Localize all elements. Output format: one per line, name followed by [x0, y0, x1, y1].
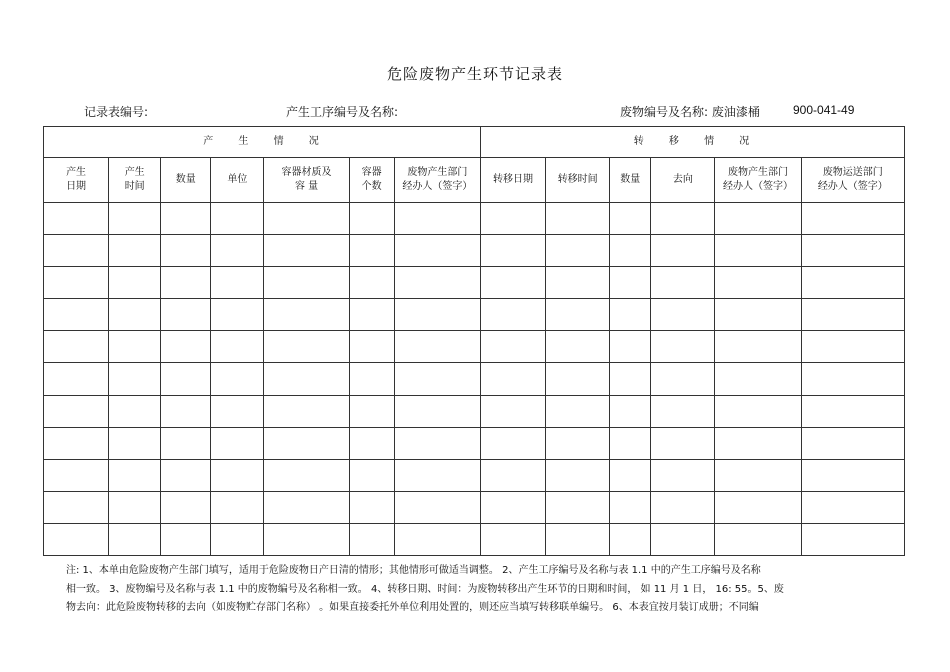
- entry-cell[interactable]: [546, 235, 610, 267]
- entry-cell[interactable]: [349, 363, 394, 395]
- table-row: [44, 523, 905, 555]
- entry-cell[interactable]: [109, 331, 161, 363]
- note-line-2: 相一致。 3、废物编号及名称与表 1.1 中的废物编号及名称相一致。 4、转移日期、时间：为废物转移出产生环节的日期和时间， 如 11 月 1 日， 16: 55。5、废: [66, 584, 784, 595]
- column-header: 转移时间: [546, 158, 610, 203]
- entry-cell[interactable]: [394, 491, 480, 523]
- entry-cell[interactable]: [715, 523, 801, 555]
- entry-cell[interactable]: [161, 363, 211, 395]
- column-header: 去向: [651, 158, 715, 203]
- entry-cell[interactable]: [394, 299, 480, 331]
- entry-cell[interactable]: [801, 331, 904, 363]
- entry-cell[interactable]: [161, 267, 211, 299]
- entry-cell[interactable]: [610, 267, 651, 299]
- entry-cell[interactable]: [546, 395, 610, 427]
- entry-cell[interactable]: [610, 299, 651, 331]
- entry-cell[interactable]: [480, 331, 545, 363]
- entry-cell[interactable]: [801, 459, 904, 491]
- entry-cell[interactable]: [651, 299, 715, 331]
- entry-cell[interactable]: [264, 491, 349, 523]
- entry-cell[interactable]: [546, 427, 610, 459]
- entry-cell[interactable]: [264, 331, 349, 363]
- entry-cell[interactable]: [109, 299, 161, 331]
- entry-cell[interactable]: [546, 363, 610, 395]
- entry-cell[interactable]: [394, 363, 480, 395]
- column-header: 废物产生部门 经办人（签字）: [715, 158, 801, 203]
- entry-cell[interactable]: [264, 267, 349, 299]
- entry-cell[interactable]: [480, 459, 545, 491]
- entry-cell[interactable]: [801, 395, 904, 427]
- table-row: [44, 331, 905, 363]
- entry-cell[interactable]: [546, 331, 610, 363]
- waste-code: 900-041-49: [793, 103, 855, 117]
- entry-cell[interactable]: [211, 203, 264, 235]
- page-title: 危险废物产生环节记录表: [386, 65, 563, 83]
- entry-cell[interactable]: [480, 267, 545, 299]
- entry-cell[interactable]: [264, 427, 349, 459]
- entry-cell[interactable]: [44, 363, 109, 395]
- entry-cell[interactable]: [161, 331, 211, 363]
- entry-cell[interactable]: [44, 427, 109, 459]
- entry-cell[interactable]: [211, 459, 264, 491]
- entry-cell[interactable]: [480, 427, 545, 459]
- entry-cell[interactable]: [546, 203, 610, 235]
- entry-cell[interactable]: [715, 267, 801, 299]
- column-header: 单位: [211, 158, 264, 203]
- record-number-label: 记录表编号:: [84, 105, 149, 119]
- entry-cell[interactable]: [349, 491, 394, 523]
- entry-cell[interactable]: [480, 203, 545, 235]
- table-row: [44, 299, 905, 331]
- entry-cell[interactable]: [651, 331, 715, 363]
- entry-cell[interactable]: [161, 491, 211, 523]
- entry-cell[interactable]: [715, 363, 801, 395]
- entry-cell[interactable]: [161, 235, 211, 267]
- entry-cell[interactable]: [109, 363, 161, 395]
- entry-cell[interactable]: [480, 235, 545, 267]
- entry-cell[interactable]: [715, 427, 801, 459]
- entry-cell[interactable]: [109, 235, 161, 267]
- entry-cell[interactable]: [349, 331, 394, 363]
- entry-cell[interactable]: [211, 395, 264, 427]
- entry-cell[interactable]: [349, 523, 394, 555]
- entry-cell[interactable]: [801, 523, 904, 555]
- record-table: [43, 126, 905, 556]
- entry-cell[interactable]: [651, 395, 715, 427]
- entry-cell[interactable]: [715, 203, 801, 235]
- entry-cell[interactable]: [546, 459, 610, 491]
- entry-cell[interactable]: [651, 427, 715, 459]
- column-header: 容器材质及 容 量: [264, 158, 349, 203]
- entry-cell[interactable]: [44, 299, 109, 331]
- entry-cell[interactable]: [109, 427, 161, 459]
- entry-cell[interactable]: [161, 459, 211, 491]
- entry-cell[interactable]: [610, 523, 651, 555]
- entry-cell[interactable]: [264, 395, 349, 427]
- entry-cell[interactable]: [651, 235, 715, 267]
- entry-cell[interactable]: [161, 203, 211, 235]
- entry-cell[interactable]: [161, 427, 211, 459]
- entry-cell[interactable]: [349, 203, 394, 235]
- group-header-transfer: 转 移 情 况: [480, 127, 904, 158]
- entry-cell[interactable]: [546, 523, 610, 555]
- table-row: [44, 203, 905, 235]
- entry-cell[interactable]: [349, 395, 394, 427]
- entry-cell[interactable]: [44, 235, 109, 267]
- column-header: 容器 个数: [349, 158, 394, 203]
- entry-cell[interactable]: [610, 395, 651, 427]
- process-label: 产生工序编号及名称:: [286, 105, 399, 119]
- entry-cell[interactable]: [801, 203, 904, 235]
- entry-cell[interactable]: [610, 235, 651, 267]
- entry-cell[interactable]: [546, 267, 610, 299]
- entry-cell[interactable]: [651, 523, 715, 555]
- entry-cell[interactable]: [349, 299, 394, 331]
- entry-cell[interactable]: [801, 363, 904, 395]
- entry-cell[interactable]: [715, 491, 801, 523]
- entry-cell[interactable]: [394, 523, 480, 555]
- entry-cell[interactable]: [109, 491, 161, 523]
- entry-cell[interactable]: [44, 203, 109, 235]
- column-header: 数量: [610, 158, 651, 203]
- entry-cell[interactable]: [394, 235, 480, 267]
- entry-cell[interactable]: [801, 491, 904, 523]
- entry-cell[interactable]: [264, 235, 349, 267]
- column-header: 废物产生部门 经办人（签字）: [394, 158, 480, 203]
- entry-cell[interactable]: [109, 203, 161, 235]
- entry-cell[interactable]: [651, 267, 715, 299]
- table-row: [44, 363, 905, 395]
- entry-cell[interactable]: [44, 331, 109, 363]
- entry-cell[interactable]: [161, 395, 211, 427]
- table-row: [44, 267, 905, 299]
- table-row: [44, 395, 905, 427]
- entry-cell[interactable]: [394, 427, 480, 459]
- entry-cell[interactable]: [349, 427, 394, 459]
- entry-cell[interactable]: [801, 267, 904, 299]
- entry-cell[interactable]: [349, 459, 394, 491]
- column-header: 产生 时间: [109, 158, 161, 203]
- entry-cell[interactable]: [546, 299, 610, 331]
- entry-cell[interactable]: [394, 267, 480, 299]
- entry-cell[interactable]: [610, 203, 651, 235]
- column-header: 产生 日期: [44, 158, 109, 203]
- entry-cell[interactable]: [394, 459, 480, 491]
- entry-cell[interactable]: [211, 331, 264, 363]
- entry-cell[interactable]: [480, 395, 545, 427]
- entry-cell[interactable]: [211, 235, 264, 267]
- entry-cell[interactable]: [161, 523, 211, 555]
- entry-cell[interactable]: [264, 459, 349, 491]
- entry-cell[interactable]: [264, 523, 349, 555]
- entry-cell[interactable]: [394, 203, 480, 235]
- note-line-3: 物去向：此危险废物转移的去向（如废物贮存部门名称） 。如果直接委托外单位利用处置的，则还应当填写转移联单编号。 6、本表宜按月装订成册；不同编: [66, 602, 759, 613]
- entry-cell[interactable]: [610, 427, 651, 459]
- entry-cell[interactable]: [44, 395, 109, 427]
- entry-cell[interactable]: [801, 427, 904, 459]
- entry-cell[interactable]: [264, 299, 349, 331]
- entry-cell[interactable]: [44, 267, 109, 299]
- entry-cell[interactable]: [715, 331, 801, 363]
- table-row: [44, 235, 905, 267]
- entry-cell[interactable]: [394, 331, 480, 363]
- table-row: [44, 491, 905, 523]
- table-row: [44, 459, 905, 491]
- entry-cell[interactable]: [715, 299, 801, 331]
- entry-cell[interactable]: [610, 363, 651, 395]
- entry-cell[interactable]: [610, 491, 651, 523]
- entry-cell[interactable]: [480, 299, 545, 331]
- entry-cell[interactable]: [109, 459, 161, 491]
- entry-cell[interactable]: [349, 235, 394, 267]
- entry-cell[interactable]: [610, 331, 651, 363]
- entry-cell[interactable]: [651, 459, 715, 491]
- entry-cell[interactable]: [801, 299, 904, 331]
- entry-cell[interactable]: [546, 491, 610, 523]
- group-header-produce: 产 生 情 况: [44, 127, 481, 158]
- entry-cell[interactable]: [211, 299, 264, 331]
- entry-cell[interactable]: [211, 427, 264, 459]
- entry-cell[interactable]: [715, 459, 801, 491]
- entry-cell[interactable]: [264, 363, 349, 395]
- entry-cell[interactable]: [109, 395, 161, 427]
- entry-cell[interactable]: [651, 491, 715, 523]
- entry-cell[interactable]: [44, 523, 109, 555]
- entry-cell[interactable]: [801, 235, 904, 267]
- entry-cell[interactable]: [264, 203, 349, 235]
- entry-cell[interactable]: [109, 523, 161, 555]
- waste-name-label: 废物编号及名称: 废油漆桶: [620, 105, 760, 119]
- entry-cell[interactable]: [161, 299, 211, 331]
- table-row: [44, 427, 905, 459]
- column-header: 数量: [161, 158, 211, 203]
- entry-cell[interactable]: [349, 267, 394, 299]
- entry-cell[interactable]: [651, 363, 715, 395]
- column-header: 废物运送部门 经办人（签字）: [801, 158, 904, 203]
- entry-cell[interactable]: [44, 491, 109, 523]
- entry-cell[interactable]: [715, 395, 801, 427]
- entry-cell[interactable]: [480, 363, 545, 395]
- entry-cell[interactable]: [109, 267, 161, 299]
- entry-cell[interactable]: [211, 363, 264, 395]
- column-header: 转移日期: [480, 158, 545, 203]
- entry-cell[interactable]: [715, 235, 801, 267]
- entry-cell[interactable]: [610, 459, 651, 491]
- entry-cell[interactable]: [394, 395, 480, 427]
- entry-cell[interactable]: [44, 459, 109, 491]
- entry-cell[interactable]: [211, 267, 264, 299]
- entry-cell[interactable]: [480, 491, 545, 523]
- entry-cell[interactable]: [211, 491, 264, 523]
- entry-cell[interactable]: [651, 203, 715, 235]
- entry-cell[interactable]: [211, 523, 264, 555]
- note-line-1: 注: 1、本单由危险废物产生部门填写，适用于危险废物日产日清的情形；其他情形可做适当调整。 2、产生工序编号及名称与表 1.1 中的产生工序编号及名称: [66, 565, 761, 576]
- entry-cell[interactable]: [480, 523, 545, 555]
